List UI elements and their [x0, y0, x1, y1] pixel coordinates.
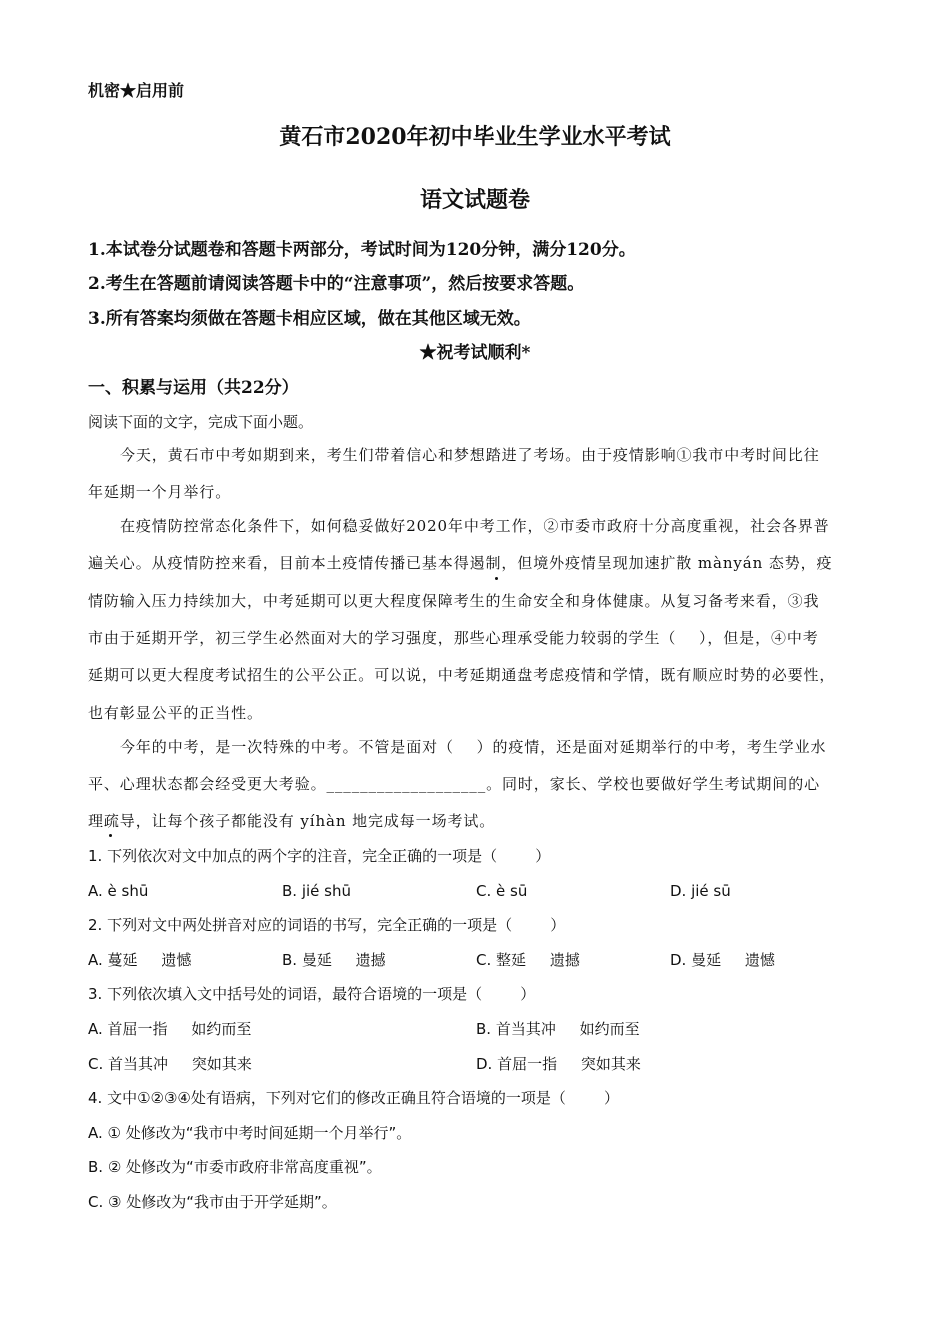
question-1-option-d: D. jié sū [670, 882, 731, 900]
confidential-label: 机密★启用前 [88, 81, 185, 100]
question-4-option-c: C. ③ 处修改为“我市由于开学延期”。 [88, 1193, 337, 1211]
exam-note-2: 2.考生在答题前请阅读答题卡中的“注意事项”，然后按要求答题。 [88, 274, 585, 294]
question-2-option-a: A. 蔓延 遗憾 [88, 951, 192, 969]
passage-line: 市由于延期开学，初三学生必然面对大的学习强度，那些心理承受能力较弱的学生（ ），但是，④中考 [88, 629, 819, 647]
question-2-option-c: C. 整延 遗撼 [476, 951, 580, 969]
passage-line: 年延期一个月举行。 [88, 483, 232, 501]
exam-subtitle: 语文试题卷 [419, 187, 530, 213]
blessing-line: ★祝考试顺利* [419, 343, 531, 363]
question-4-option-a: A. ① 处修改为“我市中考时间延期一个月举行”。 [88, 1124, 412, 1142]
question-3-option-c: C. 首当其冲 突如其来 [88, 1055, 252, 1073]
question-4-stem: 4. 文中①②③④处有语病，下列对它们的修改正确且符合语境的一项是（ ） [88, 1089, 620, 1107]
passage-line: 情防输入压力持续加大，中考延期可以更大程度保障考生的生命安全和身体健康。从复习备考来看，③我 [88, 592, 820, 610]
exam-note-3: 3.所有答案均须做在答题卡相应区域，做在其他区域无效。 [88, 309, 531, 329]
question-2-option-d: D. 曼延 遗憾 [670, 951, 775, 969]
emphasis-dot [109, 834, 112, 837]
passage-line: 遍关心。从疫情防控来看，目前本土疫情传播已基本得遏制，但境外疫情呈现加速扩散 mànyán 态势，疫 [88, 554, 833, 572]
question-3-option-a: A. 首屈一指 如约而至 [88, 1020, 252, 1038]
question-1-stem: 1. 下列依次对文中加点的两个字的注音，完全正确的一项是（ ） [88, 847, 551, 865]
emphasis-dot [495, 577, 498, 580]
passage-line: 在疫情防控常态化条件下，如何稳妥做好2020年中考工作，②市委市政府十分高度重视，社会各界普 [120, 517, 830, 535]
reading-instruction: 阅读下面的文字，完成下面小题。 [88, 413, 314, 431]
passage-line: 也有彰显公平的正当性。 [88, 704, 263, 722]
passage-line: 理疏导，让每个孩子都能没有 yíhàn 地完成每一场考试。 [88, 812, 496, 830]
section-heading: 一、积累与运用（共22分） [88, 378, 299, 398]
question-4-option-b: B. ② 处修改为“市委市政府非常高度重视”。 [88, 1158, 382, 1176]
question-3-stem: 3. 下列依次填入文中括号处的词语，最符合语境的一项是（ ） [88, 985, 536, 1003]
passage-line: 今年的中考，是一次特殊的中考。不管是面对（ ）的疫情，还是面对延期举行的中考，考生学业水 [120, 738, 827, 756]
question-1-option-a: A. è shū [88, 882, 149, 900]
passage-line: 今天，黄石市中考如期到来，考生们带着信心和梦想踏进了考场。由于疫情影响①我市中考时间比往 [120, 446, 820, 464]
passage-line: 延期可以更大程度考试招生的公平公正。可以说，中考延期通盘考虑疫情和学情，既有顺应时势的必要性， [88, 666, 836, 684]
question-3-option-b: B. 首当其冲 如约而至 [476, 1020, 640, 1038]
question-1-option-b: B. jié shū [282, 882, 351, 900]
question-1-option-c: C. è sū [476, 882, 528, 900]
passage-line: 平、心理状态都会经受更大考验。___________________。同时，家长、学校也要做好学生考试期间的心 [88, 775, 821, 793]
exam-title: 黄石市2020年初中毕业生学业水平考试 [279, 124, 671, 150]
question-2-option-b: B. 曼延 遗撼 [282, 951, 386, 969]
question-2-stem: 2. 下列对文中两处拼音对应的词语的书写，完全正确的一项是（ ） [88, 916, 566, 934]
exam-note-1: 1.本试卷分试题卷和答题卡两部分，考试时间为120分钟，满分120分。 [88, 240, 636, 260]
question-3-option-d: D. 首屈一指 突如其来 [476, 1055, 641, 1073]
